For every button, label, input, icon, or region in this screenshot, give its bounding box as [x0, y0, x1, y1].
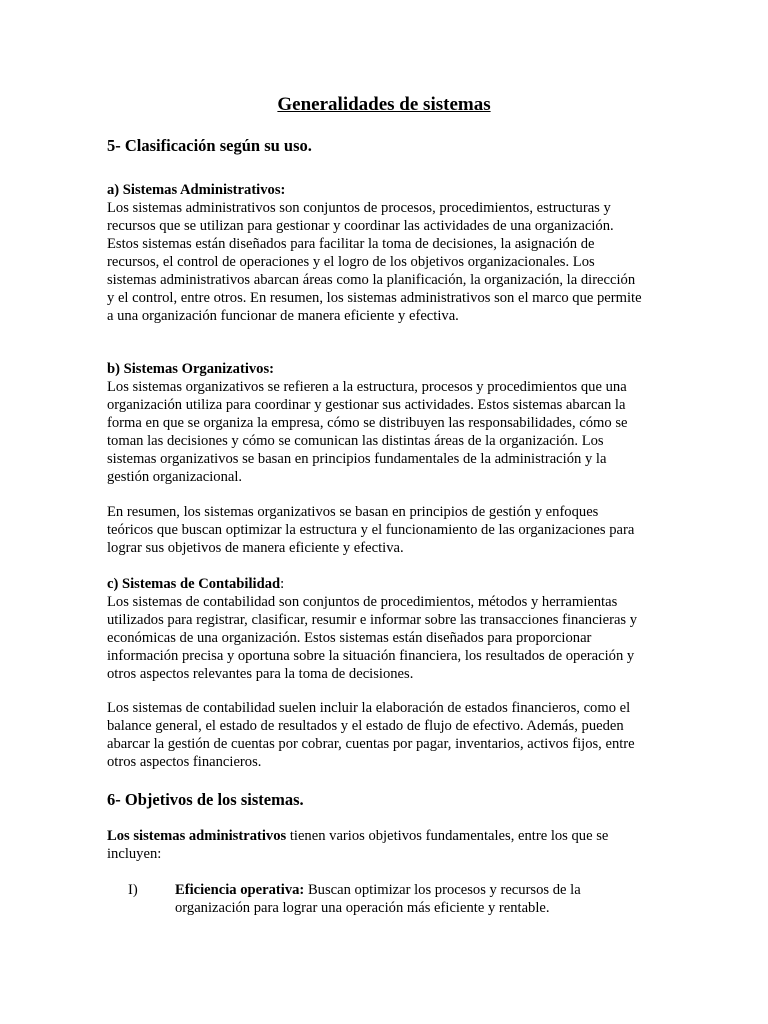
- section-6-intro-bold: Los sistemas administrativos: [107, 828, 287, 844]
- section-a-line: recursos que se utilizan para gestionar y coordinar las actividades de una organización.: [107, 218, 614, 234]
- section-a-line: recursos, el control de operaciones y el logro de los objetivos organizacionales. Los: [107, 254, 595, 270]
- list-item-bold: Eficiencia operativa:: [175, 882, 305, 898]
- section-c-label: [107, 575, 667, 593]
- section-6-intro-rest: tienen varios objetivos fundamentales, entre los que se: [286, 828, 609, 844]
- section-c-label-colon: :: [280, 576, 285, 592]
- section-c-extra-line: Los sistemas de contabilidad suelen incluir la elaboración de estados financieros, como el: [107, 700, 631, 716]
- list-item-marker: I): [128, 882, 138, 898]
- section-b-label: b) Sistemas Organizativos:: [107, 361, 275, 377]
- section-a: [107, 181, 667, 325]
- list-item-line2: organización para lograr una operación más eficiente y rentable.: [175, 900, 550, 916]
- list-item-line: [175, 881, 581, 899]
- section-c-line: otros aspectos relevantes para la toma de decisiones.: [107, 666, 414, 682]
- section-a-line: y el control, entre otros. En resumen, los sistemas administrativos son el marco que permite: [107, 290, 642, 306]
- document-title: Generalidades de sistemas: [277, 94, 491, 115]
- section-a-line: a una organización funcionar de manera eficiente y efectiva.: [107, 308, 459, 324]
- section-b-line: toman las decisiones y cómo se comunican las distintas áreas de la organización. Los: [107, 433, 604, 449]
- section-b: [107, 360, 667, 486]
- section-5-heading: 5- Clasificación según su uso.: [107, 136, 312, 155]
- section-a-line: Estos sistemas están diseñados para facilitar la toma de decisiones, la asignación de: [107, 236, 595, 252]
- section-6-intro-line: [107, 827, 667, 845]
- section-c-label-text: c) Sistemas de Contabilidad: [107, 576, 281, 592]
- section-c-extra-line: otros aspectos financieros.: [107, 754, 262, 770]
- list-item-rest: Buscan optimizar los procesos y recursos de la: [304, 882, 581, 898]
- section-a-line: sistemas administrativos abarcan áreas como la planificación, la organización, la dirección: [107, 272, 636, 288]
- section-a-label: a) Sistemas Administrativos:: [107, 182, 286, 198]
- section-b-line: sistemas organizativos se basan en principios fundamentales de la administración y la: [107, 451, 607, 467]
- list-item-body: [175, 881, 581, 917]
- section-c-extra-line: abarcar la gestión de cuentas por cobrar, cuentas por pagar, inventarios, activos fijos, entre: [107, 736, 635, 752]
- section-c-line: económicas de una organización. Estos sistemas están diseñados para proporcionar: [107, 630, 592, 646]
- section-b-line: organización utiliza para coordinar y gestionar sus actividades. Estos sistemas abarcan la: [107, 397, 626, 413]
- section-b-line: Los sistemas organizativos se refieren a la estructura, procesos y procedimientos que una: [107, 379, 627, 395]
- section-b-summary: [107, 503, 667, 557]
- section-c-line: utilizados para registrar, clasificar, resumir e informar sobre las transacciones financieras y: [107, 612, 638, 628]
- section-c-line: Los sistemas de contabilidad son conjuntos de procedimientos, métodos y herramientas: [107, 594, 618, 610]
- section-b-line: forma en que se organiza la empresa, cómo se distribuyen las responsabilidades, cómo se: [107, 415, 628, 431]
- section-b-summary-line: lograr sus objetivos de manera eficiente y efectiva.: [107, 540, 404, 556]
- section-b-line: gestión organizacional.: [107, 469, 243, 485]
- section-b-summary-line: teóricos que buscan optimizar la estructura y el funcionamiento de las organizaciones para: [107, 522, 635, 538]
- section-c: [107, 575, 667, 683]
- section-c-extra: [107, 699, 667, 771]
- section-c-line: información precisa y oportuna sobre la situación financiera, los resultados de operación y: [107, 648, 635, 664]
- section-6-heading: 6- Objetivos de los sistemas.: [107, 790, 304, 809]
- section-c-extra-line: balance general, el estado de resultados y el estado de flujo de efectivo. Además, pueden: [107, 718, 624, 734]
- section-b-summary-line: En resumen, los sistemas organizativos se basan en principios de gestión y enfoques: [107, 504, 599, 520]
- section-6-intro: [107, 827, 667, 863]
- section-a-line: Los sistemas administrativos son conjuntos de procesos, procedimientos, estructuras y: [107, 200, 611, 216]
- section-6-intro-line2: incluyen:: [107, 846, 162, 862]
